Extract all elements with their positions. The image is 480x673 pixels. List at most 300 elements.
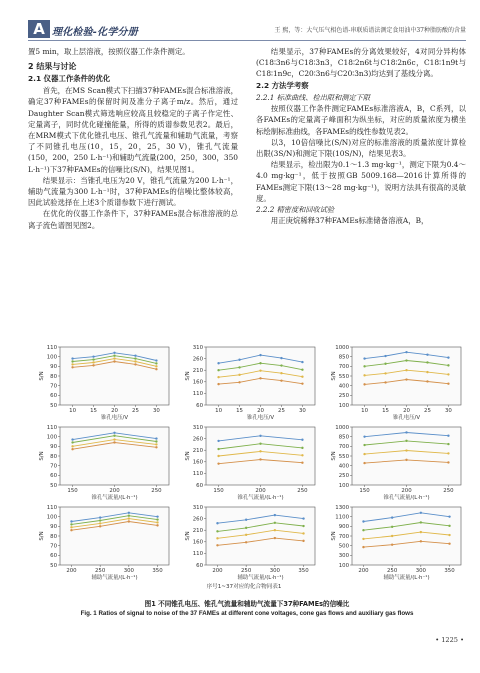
x-tick-label: 10 bbox=[69, 408, 77, 414]
page-header bbox=[28, 22, 466, 38]
data-point bbox=[245, 519, 247, 521]
x-tick-label: 200 bbox=[212, 568, 223, 574]
figure-caption-cn: 图1 不同锥孔电压、锥孔气流量和辅助气流量下37种FAMEs的信噪比 bbox=[144, 600, 350, 608]
x-axis-label: 锥孔电压/V bbox=[100, 415, 129, 421]
y-tick-label: 90 bbox=[50, 364, 57, 371]
page-number: • 1225 • bbox=[435, 636, 464, 644]
data-point bbox=[71, 448, 73, 450]
chart-panel bbox=[38, 344, 173, 420]
y-tick-label: 300 bbox=[338, 553, 349, 560]
subsection-heading: 2.1 仪器工作条件的优化 bbox=[28, 74, 111, 84]
data-point bbox=[301, 375, 303, 377]
data-point bbox=[426, 371, 428, 373]
data-point bbox=[363, 462, 365, 464]
y-tick-label: 80 bbox=[50, 533, 57, 540]
data-point bbox=[301, 382, 303, 384]
y-tick-label: 80 bbox=[50, 453, 57, 460]
y-tick-label: 400 bbox=[338, 463, 349, 470]
data-point bbox=[259, 369, 261, 371]
left-column bbox=[28, 46, 238, 231]
y-tick-label: 70 bbox=[50, 383, 57, 390]
subsection-heading: 2.2 方法学考察 bbox=[256, 80, 309, 90]
x-tick-label: 300 bbox=[123, 568, 134, 574]
journal-logo-icon: A bbox=[28, 20, 50, 38]
y-tick-label: 700 bbox=[338, 364, 349, 371]
data-point bbox=[391, 516, 393, 518]
x-tick-label: 25 bbox=[278, 408, 285, 414]
data-point bbox=[405, 431, 407, 433]
y-tick-label: 700 bbox=[338, 444, 349, 451]
chart-panel bbox=[184, 424, 319, 500]
data-point bbox=[92, 364, 94, 366]
x-axis-label: 锥孔气流量/(L·h⁻¹) bbox=[91, 495, 138, 501]
x-tick-label: 150 bbox=[67, 488, 78, 494]
y-tick-label: 80 bbox=[50, 373, 57, 380]
data-point bbox=[363, 435, 365, 437]
y-tick-label: 60 bbox=[50, 553, 57, 560]
y-tick-label: 1100 bbox=[335, 514, 349, 521]
chart-svg bbox=[38, 424, 173, 500]
y-tick-label: 100 bbox=[338, 402, 349, 409]
data-point bbox=[216, 537, 218, 539]
data-point bbox=[216, 530, 218, 532]
data-point bbox=[155, 440, 157, 442]
data-point bbox=[113, 432, 115, 434]
y-tick-label: 850 bbox=[338, 354, 349, 361]
data-point bbox=[426, 380, 428, 382]
x-tick-label: 150 bbox=[213, 488, 224, 494]
y-axis-label: S/N bbox=[185, 531, 191, 541]
data-point bbox=[155, 365, 157, 367]
data-point bbox=[426, 354, 428, 356]
data-point bbox=[70, 529, 72, 531]
chart-svg bbox=[330, 344, 465, 420]
y-tick-label: 50 bbox=[50, 562, 57, 569]
y-tick-label: 1300 bbox=[335, 504, 349, 511]
data-point bbox=[217, 455, 219, 457]
y-tick-label: 1000 bbox=[335, 424, 349, 431]
x-tick-label: 10 bbox=[215, 408, 223, 414]
data-point bbox=[426, 361, 428, 363]
data-point bbox=[363, 453, 365, 455]
data-point bbox=[280, 372, 282, 374]
y-tick-label: 310 bbox=[192, 424, 203, 431]
chart-svg bbox=[38, 504, 173, 580]
data-point bbox=[280, 357, 282, 359]
chart-svg bbox=[184, 504, 319, 580]
x-tick-label: 30 bbox=[444, 408, 452, 414]
data-point bbox=[405, 378, 407, 380]
y-tick-label: 110 bbox=[46, 344, 57, 351]
chart-panel bbox=[38, 424, 173, 500]
data-point bbox=[363, 357, 365, 359]
y-tick-label: 210 bbox=[192, 528, 203, 534]
y-tick-label: 550 bbox=[338, 373, 349, 380]
data-point bbox=[259, 443, 261, 445]
data-point bbox=[362, 520, 364, 522]
plot-frame bbox=[352, 347, 461, 405]
data-point bbox=[363, 444, 365, 446]
chart-panel bbox=[330, 344, 465, 420]
y-tick-label: 70 bbox=[50, 463, 57, 470]
data-point bbox=[156, 518, 158, 520]
body-paragraph: 按照仪器工作条件测定FAMEs标准溶液A，B，C系列，以各FAMEs的定量离子峰面积为纵坐标，对应的质量浓度为横坐标绘制标准曲线，各FAMEs的线性参数见表2。 bbox=[256, 104, 466, 136]
x-axis-label: 辅助气流量/(L·h⁻¹) bbox=[237, 575, 284, 581]
data-point bbox=[391, 526, 393, 528]
x-axis-label: 辅助气流量/(L·h⁻¹) bbox=[383, 575, 430, 581]
data-point bbox=[280, 364, 282, 366]
x-tick-label: 15 bbox=[236, 408, 243, 414]
x-tick-label: 200 bbox=[66, 568, 77, 574]
data-point bbox=[92, 361, 94, 363]
x-tick-label: 350 bbox=[152, 568, 163, 574]
data-point bbox=[301, 439, 303, 441]
data-point bbox=[274, 514, 276, 516]
y-tick-label: 260 bbox=[192, 516, 203, 523]
x-tick-label: 200 bbox=[255, 488, 266, 494]
data-point bbox=[447, 373, 449, 375]
subsubsection-heading: 2.2.1 标准曲线、检出限和测定下限 bbox=[256, 92, 371, 102]
y-axis-label: S/N bbox=[331, 371, 337, 381]
y-tick-label: 550 bbox=[338, 453, 349, 460]
data-point bbox=[301, 462, 303, 464]
data-point bbox=[217, 462, 219, 464]
data-point bbox=[447, 435, 449, 437]
data-point bbox=[113, 435, 115, 437]
data-point bbox=[302, 540, 304, 542]
data-point bbox=[447, 452, 449, 454]
right-column bbox=[256, 46, 466, 227]
data-point bbox=[301, 447, 303, 449]
data-point bbox=[134, 355, 136, 357]
data-point bbox=[128, 520, 130, 522]
data-point bbox=[447, 364, 449, 366]
x-tick-label: 250 bbox=[387, 568, 398, 574]
y-axis-label: S/N bbox=[185, 371, 191, 381]
chart-panel bbox=[330, 424, 465, 500]
y-tick-label: 50 bbox=[50, 402, 57, 409]
header-divider bbox=[28, 40, 466, 41]
data-point bbox=[71, 363, 73, 365]
x-axis-label: 锥孔电压/V bbox=[392, 415, 421, 421]
chart-panel bbox=[184, 504, 319, 580]
y-tick-label: 60 bbox=[50, 393, 57, 400]
y-axis-label: S/N bbox=[39, 531, 45, 541]
figure-caption-en: Fig. 1 Ratios of signal to noise of the 37 FAMEs at different cone voltages, cone gas flows and auxiliary gas flows bbox=[80, 610, 414, 617]
data-point bbox=[113, 357, 115, 359]
data-point bbox=[274, 522, 276, 524]
data-point bbox=[92, 355, 94, 357]
data-point bbox=[238, 374, 240, 376]
data-point bbox=[448, 534, 450, 536]
data-point bbox=[259, 435, 261, 437]
y-tick-label: 60 bbox=[196, 482, 203, 489]
y-tick-label: 260 bbox=[192, 356, 203, 363]
data-point bbox=[113, 438, 115, 440]
y-tick-label: 100 bbox=[338, 482, 349, 489]
data-point bbox=[447, 383, 449, 385]
y-tick-label: 250 bbox=[338, 393, 349, 400]
data-point bbox=[217, 448, 219, 450]
y-tick-label: 210 bbox=[192, 368, 203, 374]
body-paragraph: 结果显示，检出限为0.1～1.3 mg·kg⁻¹，测定下限为0.4～4.0 mg·kg⁻¹，低于按照GB 5009.168—2016计算所得的FAMEs测定下限(13～28 mg·kg⁻¹)，说明方法具有很高的灵敏度。 bbox=[256, 160, 466, 203]
data-point bbox=[70, 523, 72, 525]
data-point bbox=[301, 361, 303, 363]
data-point bbox=[363, 383, 365, 385]
x-axis-label: 辅助气流量/(L·h⁻¹) bbox=[91, 575, 138, 581]
y-tick-label: 110 bbox=[192, 471, 203, 478]
data-point bbox=[155, 443, 157, 445]
data-point bbox=[71, 438, 73, 440]
data-point bbox=[302, 517, 304, 519]
chart-svg bbox=[184, 424, 319, 500]
x-axis-label: 锥孔气流量/(L·h⁻¹) bbox=[237, 495, 284, 501]
data-point bbox=[384, 381, 386, 383]
data-point bbox=[156, 521, 158, 523]
data-point bbox=[302, 525, 304, 527]
x-tick-label: 250 bbox=[151, 488, 162, 494]
data-point bbox=[99, 522, 101, 524]
y-tick-label: 70 bbox=[50, 543, 57, 550]
x-tick-label: 15 bbox=[382, 408, 389, 414]
y-tick-label: 100 bbox=[46, 434, 57, 441]
x-tick-label: 250 bbox=[297, 488, 308, 494]
data-point bbox=[71, 445, 73, 447]
data-point bbox=[113, 355, 115, 357]
x-tick-label: 25 bbox=[424, 408, 431, 414]
y-tick-label: 50 bbox=[50, 482, 57, 489]
y-axis-label: S/N bbox=[39, 451, 45, 461]
data-point bbox=[216, 522, 218, 524]
y-tick-label: 1000 bbox=[335, 344, 349, 351]
data-point bbox=[420, 521, 422, 523]
y-tick-label: 210 bbox=[192, 448, 203, 454]
x-tick-label: 30 bbox=[298, 408, 306, 414]
x-tick-label: 15 bbox=[90, 408, 97, 414]
data-point bbox=[362, 538, 364, 540]
data-point bbox=[259, 450, 261, 452]
x-tick-label: 250 bbox=[95, 568, 106, 574]
chart-panel bbox=[184, 344, 319, 420]
data-point bbox=[71, 441, 73, 443]
data-point bbox=[128, 517, 130, 519]
data-point bbox=[70, 526, 72, 528]
data-point bbox=[113, 360, 115, 362]
y-axis-label: S/N bbox=[331, 531, 337, 541]
y-tick-label: 100 bbox=[46, 354, 57, 361]
plot-frame bbox=[206, 507, 315, 565]
y-axis-label: S/N bbox=[331, 451, 337, 461]
data-point bbox=[92, 358, 94, 360]
data-point bbox=[448, 543, 450, 545]
chart-panel bbox=[330, 504, 465, 580]
data-point bbox=[391, 535, 393, 537]
data-point bbox=[405, 440, 407, 442]
y-tick-label: 850 bbox=[338, 434, 349, 441]
data-point bbox=[99, 516, 101, 518]
data-point bbox=[420, 512, 422, 514]
x-axis-label: 锥孔电压/V bbox=[246, 415, 275, 421]
data-point bbox=[238, 359, 240, 361]
data-point bbox=[274, 537, 276, 539]
chart-svg bbox=[184, 344, 319, 420]
data-point bbox=[302, 532, 304, 534]
y-tick-label: 110 bbox=[192, 391, 203, 398]
data-point bbox=[134, 357, 136, 359]
data-point bbox=[274, 529, 276, 531]
data-point bbox=[238, 381, 240, 383]
chart-panel bbox=[38, 504, 173, 580]
y-tick-label: 250 bbox=[338, 473, 349, 480]
data-point bbox=[217, 376, 219, 378]
y-tick-label: 60 bbox=[196, 562, 203, 569]
data-point bbox=[259, 377, 261, 379]
x-tick-label: 20 bbox=[111, 408, 118, 414]
body-paragraph: 结果显示，37种FAMEs的分离效果较好，4对同分异构体(C18∶3n6与C18∶3n3，C18∶2n6t与C18∶2n6c，C18∶1n9t与C18∶1n9c，C20∶3n6与C20∶3n3)均达到了基线分离。 bbox=[256, 47, 466, 79]
data-point bbox=[217, 362, 219, 364]
data-point bbox=[448, 525, 450, 527]
data-point bbox=[447, 356, 449, 358]
journal-name: 理化检验-化学分册 bbox=[52, 27, 138, 38]
y-tick-label: 90 bbox=[50, 444, 57, 451]
figure-legend: 序号1~37对应的化合物同表1 bbox=[206, 584, 282, 590]
x-tick-label: 200 bbox=[358, 568, 369, 574]
y-tick-label: 310 bbox=[192, 504, 203, 511]
body-paragraph: 用正庚烷稀释37种FAMEs标准储备溶液A，B， bbox=[270, 216, 429, 226]
data-point bbox=[155, 446, 157, 448]
x-tick-label: 300 bbox=[269, 568, 280, 574]
data-point bbox=[155, 368, 157, 370]
section-heading: 2 结果与讨论 bbox=[28, 62, 77, 72]
x-tick-label: 20 bbox=[257, 408, 264, 414]
y-tick-label: 160 bbox=[192, 539, 203, 546]
chart-svg bbox=[38, 344, 173, 420]
data-point bbox=[134, 360, 136, 362]
y-tick-label: 60 bbox=[196, 402, 203, 409]
data-point bbox=[363, 365, 365, 367]
data-point bbox=[113, 441, 115, 443]
x-tick-label: 25 bbox=[132, 408, 139, 414]
y-tick-label: 260 bbox=[192, 436, 203, 443]
data-point bbox=[405, 369, 407, 371]
y-tick-label: 100 bbox=[46, 514, 57, 521]
x-tick-label: 150 bbox=[359, 488, 370, 494]
y-tick-label: 100 bbox=[338, 562, 349, 569]
data-point bbox=[384, 363, 386, 365]
chart-svg bbox=[330, 504, 465, 580]
y-tick-label: 900 bbox=[338, 524, 349, 531]
x-tick-label: 10 bbox=[361, 408, 369, 414]
data-point bbox=[420, 540, 422, 542]
body-paragraph: 结果显示：当锥孔电压为20 V，锥孔气流量为200 L·h⁻¹，辅助气流量为300 L·h⁻¹时，37种FAMEs的信噪比整体较高，因此试验选择在上述3个质谱参数下进行测试。 bbox=[28, 175, 238, 208]
data-point bbox=[238, 366, 240, 368]
x-tick-label: 200 bbox=[401, 488, 412, 494]
x-tick-label: 30 bbox=[152, 408, 160, 414]
y-tick-label: 90 bbox=[50, 524, 57, 531]
data-point bbox=[259, 362, 261, 364]
x-tick-label: 200 bbox=[109, 488, 120, 494]
data-point bbox=[216, 544, 218, 546]
data-point bbox=[217, 369, 219, 371]
body-paragraph: 在优化的仪器工作条件下，37种FAMEs混合标准溶液的总离子流色谱图见图2。 bbox=[28, 209, 238, 230]
data-point bbox=[448, 515, 450, 517]
x-tick-label: 20 bbox=[403, 408, 410, 414]
data-point bbox=[155, 437, 157, 439]
data-point bbox=[71, 360, 73, 362]
data-point bbox=[405, 449, 407, 451]
data-point bbox=[362, 546, 364, 548]
data-point bbox=[245, 534, 247, 536]
subsubsection-heading: 2.2.2 精密度和回收试验 bbox=[256, 204, 335, 214]
x-tick-label: 250 bbox=[241, 568, 252, 574]
data-point bbox=[362, 529, 364, 531]
y-tick-label: 310 bbox=[192, 344, 203, 351]
data-point bbox=[391, 544, 393, 546]
data-point bbox=[156, 524, 158, 526]
x-tick-label: 250 bbox=[443, 488, 454, 494]
data-point bbox=[405, 359, 407, 361]
data-point bbox=[405, 351, 407, 353]
data-point bbox=[71, 366, 73, 368]
data-point bbox=[134, 363, 136, 365]
y-tick-label: 700 bbox=[338, 533, 349, 540]
x-tick-label: 350 bbox=[298, 568, 309, 574]
x-axis-label: 锥孔气流量/(L·h⁻¹) bbox=[383, 495, 430, 501]
data-point bbox=[155, 359, 157, 361]
data-point bbox=[71, 357, 73, 359]
chart-svg bbox=[330, 424, 465, 500]
data-point bbox=[384, 372, 386, 374]
y-tick-label: 400 bbox=[338, 383, 349, 390]
data-point bbox=[384, 355, 386, 357]
data-point bbox=[245, 541, 247, 543]
body-paragraph: 首先，在MS Scan模式下扫描37种FAMEs混合标准溶液，确定37种FAMEs的保留时间及准分子离子m/z。然后，通过Daughter Scan模式筛选响应较高且较稳定的子离子作定性、定量离子，同时优化碰撞能量，所得的质谱参数见表2。最后，在MRM模式下优化锥孔电压、锥孔气流量和辅助气流量，考察了不同锥孔电压(10，15，20，25，30 V)，锥孔气流量(150，200，250 L·h⁻¹)和辅助气流量(200，250，300，350 L·h⁻¹)下37种FAMEs的信噪比(S/N)，结果见图1。 bbox=[28, 86, 238, 174]
data-point bbox=[447, 443, 449, 445]
y-tick-label: 110 bbox=[192, 551, 203, 558]
data-point bbox=[245, 527, 247, 529]
y-axis-label: S/N bbox=[185, 451, 191, 461]
data-point bbox=[301, 369, 303, 371]
x-tick-label: 300 bbox=[415, 568, 426, 574]
running-title: 王 熙，等：大气压气相色谱-串联质谱法测定食用油中37种脂肪酸的含量 bbox=[274, 27, 466, 34]
y-tick-label: 500 bbox=[338, 543, 349, 550]
y-tick-label: 60 bbox=[50, 473, 57, 480]
data-point bbox=[301, 454, 303, 456]
data-point bbox=[113, 352, 115, 354]
data-point bbox=[70, 520, 72, 522]
y-tick-label: 160 bbox=[192, 379, 203, 386]
figure-1 bbox=[24, 340, 464, 590]
y-tick-label: 110 bbox=[46, 504, 57, 511]
data-point bbox=[99, 519, 101, 521]
data-point bbox=[259, 354, 261, 356]
data-point bbox=[156, 515, 158, 517]
y-tick-label: 110 bbox=[46, 424, 57, 431]
data-point bbox=[217, 383, 219, 385]
intro-paragraph: 置5 min，取上层溶液，按照仪器工作条件测定。 bbox=[28, 47, 190, 56]
body-paragraph: 以3，10倍信噪比(S/N)对应的标准溶液的质量浓度计算检出限(3S/N)和测定下限(10S/N)，结果见表3。 bbox=[256, 137, 466, 158]
data-point bbox=[363, 374, 365, 376]
data-point bbox=[405, 459, 407, 461]
y-axis-label: S/N bbox=[39, 371, 45, 381]
x-tick-label: 350 bbox=[444, 568, 455, 574]
data-point bbox=[420, 531, 422, 533]
data-point bbox=[259, 458, 261, 460]
data-point bbox=[128, 512, 130, 514]
y-tick-label: 160 bbox=[192, 459, 203, 466]
data-point bbox=[217, 440, 219, 442]
data-point bbox=[155, 362, 157, 364]
